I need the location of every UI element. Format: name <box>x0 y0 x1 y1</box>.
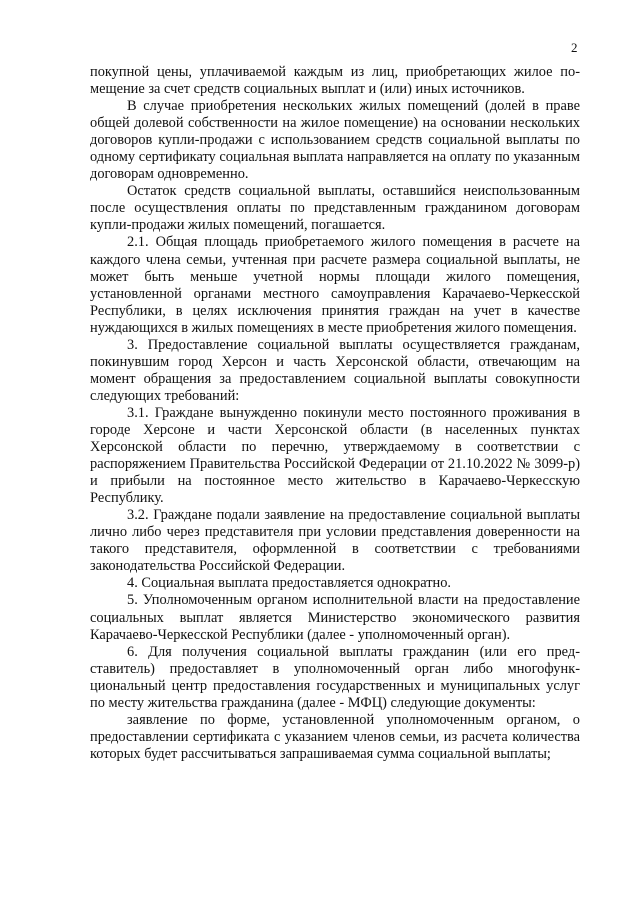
paragraph-4: 4. Социальная выплата предоставляется однократно. <box>127 575 452 592</box>
paragraph-3-main: 3. Предоставление социальной выплаты осуществляется гражданам, покинувшим город Херсон и часть Херсонской области, отвечающим на момент обращения за предоставлением социальной выплаты совокупности следующих требований: <box>90 336 580 404</box>
page-number: 2 <box>571 40 578 55</box>
paragraph-6: 6. Для получения социальной выплаты гражданин (или его представитель) предоставляет в уполномоченный орган либо многофункциональный центр предоставления государственных и муниципальных услуг по месту жительства гражданина (далее - МФЦ) следующие документы: <box>90 643 580 711</box>
paragraph-2-1: 2.1. Общая площадь приобретаемого жилого помещения в расчете на каждого члена семьи, учтенная при расчете размера социальной выплаты, не может быть меньше учетной нормы площади жилого помещения, установленной органами местного самоуправления Карачаево-Черкесской Республики, в целях исключения принятия граждан на учет в качестве нуждающихся в жилых помещениях в месте приобретения жилого помещения. <box>90 234 580 336</box>
paragraph-3-2: 3.2. Граждане подали заявление на предоставление социальной выплаты лично либо через представителя при условии представления доверенности на такого представителя, оформленной в соответствии с требованиями законодательства Российской Федерации. <box>90 507 580 575</box>
document-body <box>90 64 580 763</box>
paragraph-3: Остаток средств социальной выплаты, оставшийся неиспользованным после осуществления оплаты по представленным гражданином договорам купли-продажи жилых помещений, погашается. <box>90 183 580 234</box>
paragraph-1: покупной цены, уплачиваемой каждым из лиц, приобретающих жилое помещение за счет средств социальных выплат и (или) иных источников. <box>90 64 580 98</box>
paragraph-5: 5. Уполномоченным органом исполнительной власти на предоставление социальных выплат является Министерство экономического развития Карачаево-Черкесской Республики (далее - уполномоченный орган). <box>90 592 580 643</box>
paragraph-3-1: 3.1. Граждане вынужденно покинули место постоянного проживания в городе Херсоне и части Херсонской области (в населенных пунктах Херсонской области по перечню, утверждаемому в соответствии с распоряжением Правительства Российской Федерации от 21.10.2022 № 3099-р) и прибыли на постоянное место жительство в Карачаево-Черкесскую Республику. <box>90 404 580 507</box>
paragraph-2: В случае приобретения нескольких жилых помещений (долей в праве общей долевой собственности на жилое помещение) на основании нескольких договоров купли-продажи с использованием средств социальной выплаты по одному сертификату социальная выплата направляется на оплату по указанным договорам одновременно. <box>90 98 580 183</box>
paragraph-6-item-1: заявление по форме, установленной уполномоченным органом, о предоставлении сертификата с указанием членов семьи, из расчета количества которых будет рассчитываться запрашиваемая сумма социальной выплаты; <box>90 711 580 762</box>
